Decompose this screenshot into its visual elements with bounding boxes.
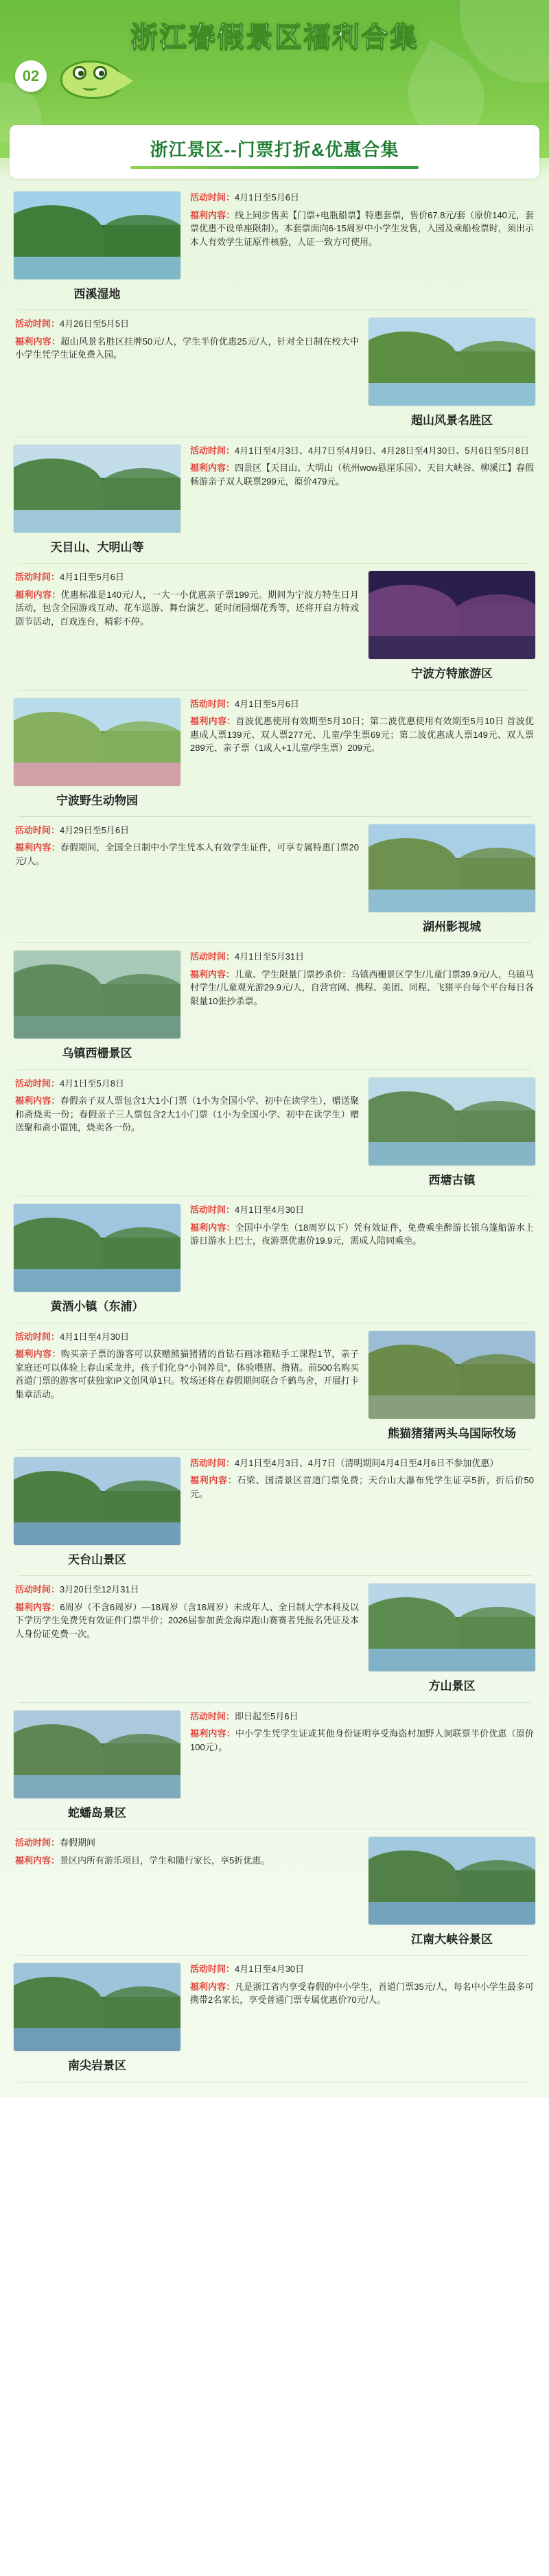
benefit-label: 福利内容：	[190, 1728, 235, 1739]
activity-time-line	[15, 1583, 359, 1597]
list-divider	[18, 942, 531, 943]
attraction-thumbnail-block	[364, 1836, 539, 1947]
attraction-photo	[13, 697, 181, 787]
benefit-value: 6周岁（不含6周岁）—18周岁（含18周岁）未成年人、全日制大学本科及以下学历学生免费凭有效证件门票半价；2026届参加黄金海岸跑山赛赛者凭报名凭证及本人身份证免费一次。	[15, 1601, 359, 1639]
activity-time-line	[15, 1077, 359, 1091]
activity-time-value: 4月1日至5月6日	[60, 572, 124, 583]
list-item	[7, 1831, 542, 1953]
benefit-line	[190, 1474, 534, 1500]
list-item	[7, 565, 542, 688]
attraction-thumbnail-block	[364, 317, 539, 428]
list-item	[7, 185, 542, 308]
activity-time-value: 3月20日至12月31日	[60, 1584, 139, 1595]
list-divider	[18, 690, 531, 691]
activity-time-line	[190, 1710, 534, 1724]
attraction-name: 超山风景名胜区	[411, 414, 493, 428]
attraction-name: 方山景区	[428, 1680, 476, 1693]
leaf-mascot-icon	[55, 54, 137, 108]
attraction-thumbnail-block	[10, 697, 185, 808]
activity-time-value: 4月1日至5月6日	[235, 698, 299, 709]
attraction-photo	[13, 950, 181, 1039]
attraction-name: 湖州影视城	[423, 920, 481, 933]
benefit-label: 福利内容：	[15, 336, 61, 347]
benefit-line	[15, 588, 359, 629]
attraction-thumbnail-block	[10, 950, 185, 1060]
benefit-value: 凡是浙江省内享受春假的中小学生，首道门票35元/人，每名中小学生最多可携带2名家长，享受普通门票专属优惠价70元/人。	[190, 1981, 534, 2006]
attraction-thumbnail-block	[10, 191, 185, 301]
benefit-line	[15, 1854, 359, 1868]
attraction-details	[10, 824, 364, 872]
activity-time-value: 4月1日至4月3日、4月7日（清明期间4月4日至4月6日不参加优惠）	[235, 1457, 499, 1468]
benefit-line	[15, 335, 359, 362]
attraction-name: 西溪湿地	[73, 288, 121, 301]
benefit-label: 福利内容：	[15, 1855, 60, 1866]
activity-time-label: 活动时间：	[190, 1964, 235, 1975]
attraction-details	[10, 317, 364, 366]
activity-time-label: 活动时间：	[15, 572, 60, 583]
attraction-thumbnail-block	[364, 1583, 539, 1693]
section-underline	[130, 166, 419, 169]
benefit-value: 四景区【天目山、大明山（杭州wow悬崖乐园）、天目大峡谷、柳溪江】春假畅游亲子双人联票299元，原价479元。	[190, 463, 534, 487]
activity-time-label: 活动时间：	[190, 1205, 235, 1216]
attraction-photo	[13, 191, 181, 280]
activity-time-label: 活动时间：	[190, 192, 235, 202]
activity-time-value: 4月1日至4月30日	[60, 1331, 130, 1342]
attraction-thumbnail-block	[10, 1710, 185, 1820]
activity-time-value: 4月1日至5月31日	[235, 951, 305, 962]
list-divider	[18, 1069, 531, 1070]
activity-time-label: 活动时间：	[15, 1078, 60, 1089]
activity-time-label: 活动时间：	[190, 445, 235, 456]
activity-time-value: 4月29日至5月6日	[60, 824, 130, 835]
attraction-photo	[13, 444, 181, 533]
benefit-value: 石梁、国清景区首道门票免费；天台山大瀑布凭学生证享5折，折后价50元。	[190, 1475, 534, 1499]
attraction-photo	[368, 1077, 536, 1166]
issue-badge: 02	[15, 60, 47, 92]
list-item	[7, 1071, 542, 1194]
attraction-thumbnail-block	[10, 1962, 185, 2073]
attraction-photo	[368, 570, 536, 660]
activity-time-line	[15, 824, 359, 837]
attraction-thumbnail-block	[364, 1330, 539, 1441]
list-item	[7, 1704, 542, 1827]
section-title: 浙江景区--门票打折&优惠合集	[150, 139, 399, 160]
benefit-value: 春假期间，全国全日制中小学生凭本人有效学生证件，可享专属特惠门票20元/人。	[15, 842, 359, 866]
attraction-thumbnail-block	[10, 444, 185, 555]
attraction-name: 南尖岩景区	[68, 2059, 126, 2073]
benefit-value: 购买亲子票的游客可以获赠熊猫猪猪的首钻石画冰箱贴手工课程1节，亲子家庭还可以体验上春山采龙井，孩子们化身"小饲养员"，体验喂猪、撸猪。前500名购买首道门票的游客可获独家IP文创风单1只。牧场还将在春假期间联合千鹤鸟舍，开展打卡集章活动。	[15, 1349, 359, 1400]
attraction-details	[185, 444, 539, 493]
attraction-details	[10, 1077, 364, 1139]
benefit-value: 首波优惠使用有效期至5月10日；第二波优惠使用有效期至5月10日 首波优惠成人票139元、双人票277元、儿童/学生票69元；第二波优惠成人票149元、双人票289元、亲子票（1成人+1儿童/学生票）209元。	[190, 716, 534, 754]
benefit-value: 儿童、学生限量门票抄杀价：乌镇西栅景区学生/儿童门票39.9元/人，乌镇马村学生/儿童观光游29.9元/人，自营官网、携程、美团、同程、飞猪平台每个平台每日各限量10张抄杀票。	[190, 968, 534, 1006]
attraction-details	[10, 1836, 364, 1871]
attraction-details	[10, 570, 364, 632]
list-divider	[18, 563, 531, 564]
activity-time-label: 活动时间：	[15, 824, 60, 835]
activity-time-value: 4月1日至4月3日、4月7日至4月9日、4月28日至4月30日、5月6日至5月8日	[235, 445, 530, 456]
benefit-label: 福利内容：	[15, 1349, 61, 1360]
activity-time-value: 4月1日至4月30日	[235, 1205, 305, 1216]
activity-time-value: 即日起至5月6日	[235, 1710, 299, 1721]
attraction-thumbnail-block	[364, 824, 539, 934]
activity-time-label: 活动时间：	[190, 1710, 235, 1721]
attraction-details	[185, 1962, 539, 2011]
activity-time-line	[190, 950, 534, 964]
activity-time-label: 活动时间：	[15, 1331, 60, 1342]
benefit-line	[15, 1601, 359, 1641]
benefit-label: 福利内容：	[15, 842, 60, 853]
attraction-details	[185, 1203, 539, 1252]
activity-time-line	[190, 191, 534, 205]
activity-time-value: 4月26日至5月5日	[60, 318, 130, 329]
attraction-photo	[368, 1583, 536, 1672]
activity-time-label: 活动时间：	[15, 1837, 60, 1848]
benefit-label: 福利内容：	[15, 1601, 60, 1612]
activity-time-label: 活动时间：	[190, 698, 235, 709]
list-item	[7, 1577, 542, 1700]
list-item	[7, 944, 542, 1067]
attraction-photo	[368, 1330, 536, 1419]
benefit-value: 景区内所有游乐项目，学生和随行家长，享5折优惠。	[60, 1855, 270, 1866]
benefit-value: 春假亲子双人票包含1大1小门票（1小为全国小学、初中在读学生），赠送聚和斋烧卖一份；春假亲子三人票包含2大1小门票（1小为全国小学、初中在读学生）赠送聚和斋小馄饨，烧卖各一份。	[15, 1095, 359, 1133]
list-item	[7, 1325, 542, 1448]
list-item	[7, 1957, 542, 2080]
list-item	[7, 818, 542, 941]
activity-time-value: 4月1日至5月8日	[60, 1078, 124, 1089]
attraction-details	[185, 1710, 539, 1759]
benefit-line	[190, 461, 534, 488]
attraction-thumbnail-block	[364, 570, 539, 681]
attraction-photo	[13, 1457, 181, 1546]
activity-time-line	[190, 697, 534, 711]
attraction-name: 天目山、大明山等	[50, 540, 144, 554]
attraction-name: 乌镇西栅景区	[62, 1047, 132, 1060]
attraction-name: 宁波野生动物园	[56, 793, 138, 807]
attraction-name: 蛇蟠岛景区	[68, 1806, 126, 1820]
benefit-line	[190, 715, 534, 755]
list-item	[7, 1198, 542, 1321]
activity-time-line	[190, 444, 534, 458]
activity-time-line	[190, 1203, 534, 1217]
attraction-details	[185, 1457, 539, 1505]
benefit-label: 福利内容：	[190, 1475, 237, 1486]
attraction-details	[185, 697, 539, 759]
list-item	[7, 692, 542, 815]
list-divider	[18, 1955, 531, 1956]
attraction-name: 宁波方特旅游区	[411, 667, 493, 681]
activity-time-label: 活动时间：	[190, 951, 235, 962]
attraction-details	[185, 191, 539, 253]
benefit-line	[15, 841, 359, 868]
benefit-line	[190, 1221, 534, 1248]
attraction-list	[0, 178, 549, 2082]
attraction-photo	[13, 1710, 181, 1799]
activity-time-label: 活动时间：	[15, 1584, 60, 1595]
activity-time-line	[190, 1457, 534, 1470]
attraction-photo	[368, 317, 536, 406]
attraction-thumbnail-block	[364, 1077, 539, 1187]
benefit-label: 福利内容：	[15, 1095, 60, 1106]
benefit-label: 福利内容：	[190, 463, 235, 474]
attraction-name: 黄酒小镇（东浦）	[50, 1300, 144, 1314]
activity-time-line	[15, 317, 359, 331]
benefit-label: 福利内容：	[190, 716, 236, 727]
attraction-details	[10, 1330, 364, 1406]
benefit-value: 超山风景名胜区挂牌50元/人，学生半价优惠25元/人，针对全日制在校大中小学生凭学生证免费入园。	[15, 336, 359, 360]
activity-time-label: 活动时间：	[15, 318, 60, 329]
section-title-bar	[10, 125, 539, 178]
attraction-details	[10, 1583, 364, 1645]
list-divider	[18, 1449, 531, 1450]
activity-time-line	[15, 1836, 359, 1850]
benefit-label: 福利内容：	[190, 968, 235, 979]
attraction-photo	[13, 1962, 181, 2052]
activity-time-label: 活动时间：	[190, 1457, 235, 1468]
activity-time-value: 4月1日至5月6日	[235, 192, 299, 202]
attraction-photo	[368, 1836, 536, 1925]
attraction-photo	[368, 824, 536, 913]
list-divider	[18, 1702, 531, 1703]
attraction-photo	[13, 1203, 181, 1292]
benefit-label: 福利内容：	[15, 589, 61, 600]
list-item	[7, 439, 542, 561]
benefit-value: 全国中小学生（18周岁以下）凭有效证件，免费乘坐醉游长银乌篷船游水上游日游水上巴士，夜游票优惠价19.9元，需成人陪同乘坐。	[190, 1222, 534, 1246]
attraction-name: 江南大峡谷景区	[411, 1933, 493, 1947]
attraction-thumbnail-block	[10, 1457, 185, 1567]
list-item	[7, 312, 542, 434]
attraction-name: 天台山景区	[68, 1553, 126, 1566]
list-item	[7, 1451, 542, 1574]
list-divider	[18, 816, 531, 817]
benefit-value: 线上同步售卖【门票+电瓶船票】特惠套票，售价67.8元/套（原价140元，套票优惠不设单座限制）。本套票面向6-15周岁中小学生发售，入园及乘船检票时，须出示本人有效学生证原件核验，人证一致方可使用。	[190, 209, 534, 247]
attraction-name: 熊猫猪猪两头乌国际牧场	[388, 1426, 516, 1440]
benefit-line	[190, 968, 534, 1008]
benefit-value: 优惠标准是140元/人，一大一小优惠亲子票199元。期间为宁波方特生日月活动，包含全园游戏互动、花车巡游、舞台演艺、延时闭园烟花秀等，还将开启方特戏剧节活动，百戏连台，精彩不停。	[15, 589, 359, 627]
attraction-thumbnail-block	[10, 1203, 185, 1314]
attraction-details	[185, 950, 539, 1012]
activity-time-value: 春假期间	[60, 1837, 96, 1848]
list-divider	[18, 1575, 531, 1576]
activity-time-line	[15, 570, 359, 584]
benefit-label: 福利内容：	[190, 1222, 235, 1233]
benefit-line	[190, 1727, 534, 1754]
page-title: 浙江春假景区福利合集	[130, 22, 419, 52]
benefit-line	[190, 1980, 534, 2007]
activity-time-line	[15, 1330, 359, 1344]
benefit-value: 中小学生凭学生证或其他身份证明享受海盗村加野人洞联票半价优惠（原价100元）。	[190, 1728, 534, 1752]
activity-time-value: 4月1日至4月30日	[235, 1964, 305, 1975]
benefit-line	[15, 1094, 359, 1135]
attraction-name: 西塘古镇	[428, 1173, 476, 1187]
benefit-label: 福利内容：	[190, 1981, 235, 1992]
benefit-line	[190, 209, 534, 249]
activity-time-line	[190, 1962, 534, 1976]
benefit-line	[15, 1347, 359, 1401]
benefit-label: 福利内容：	[190, 209, 235, 220]
